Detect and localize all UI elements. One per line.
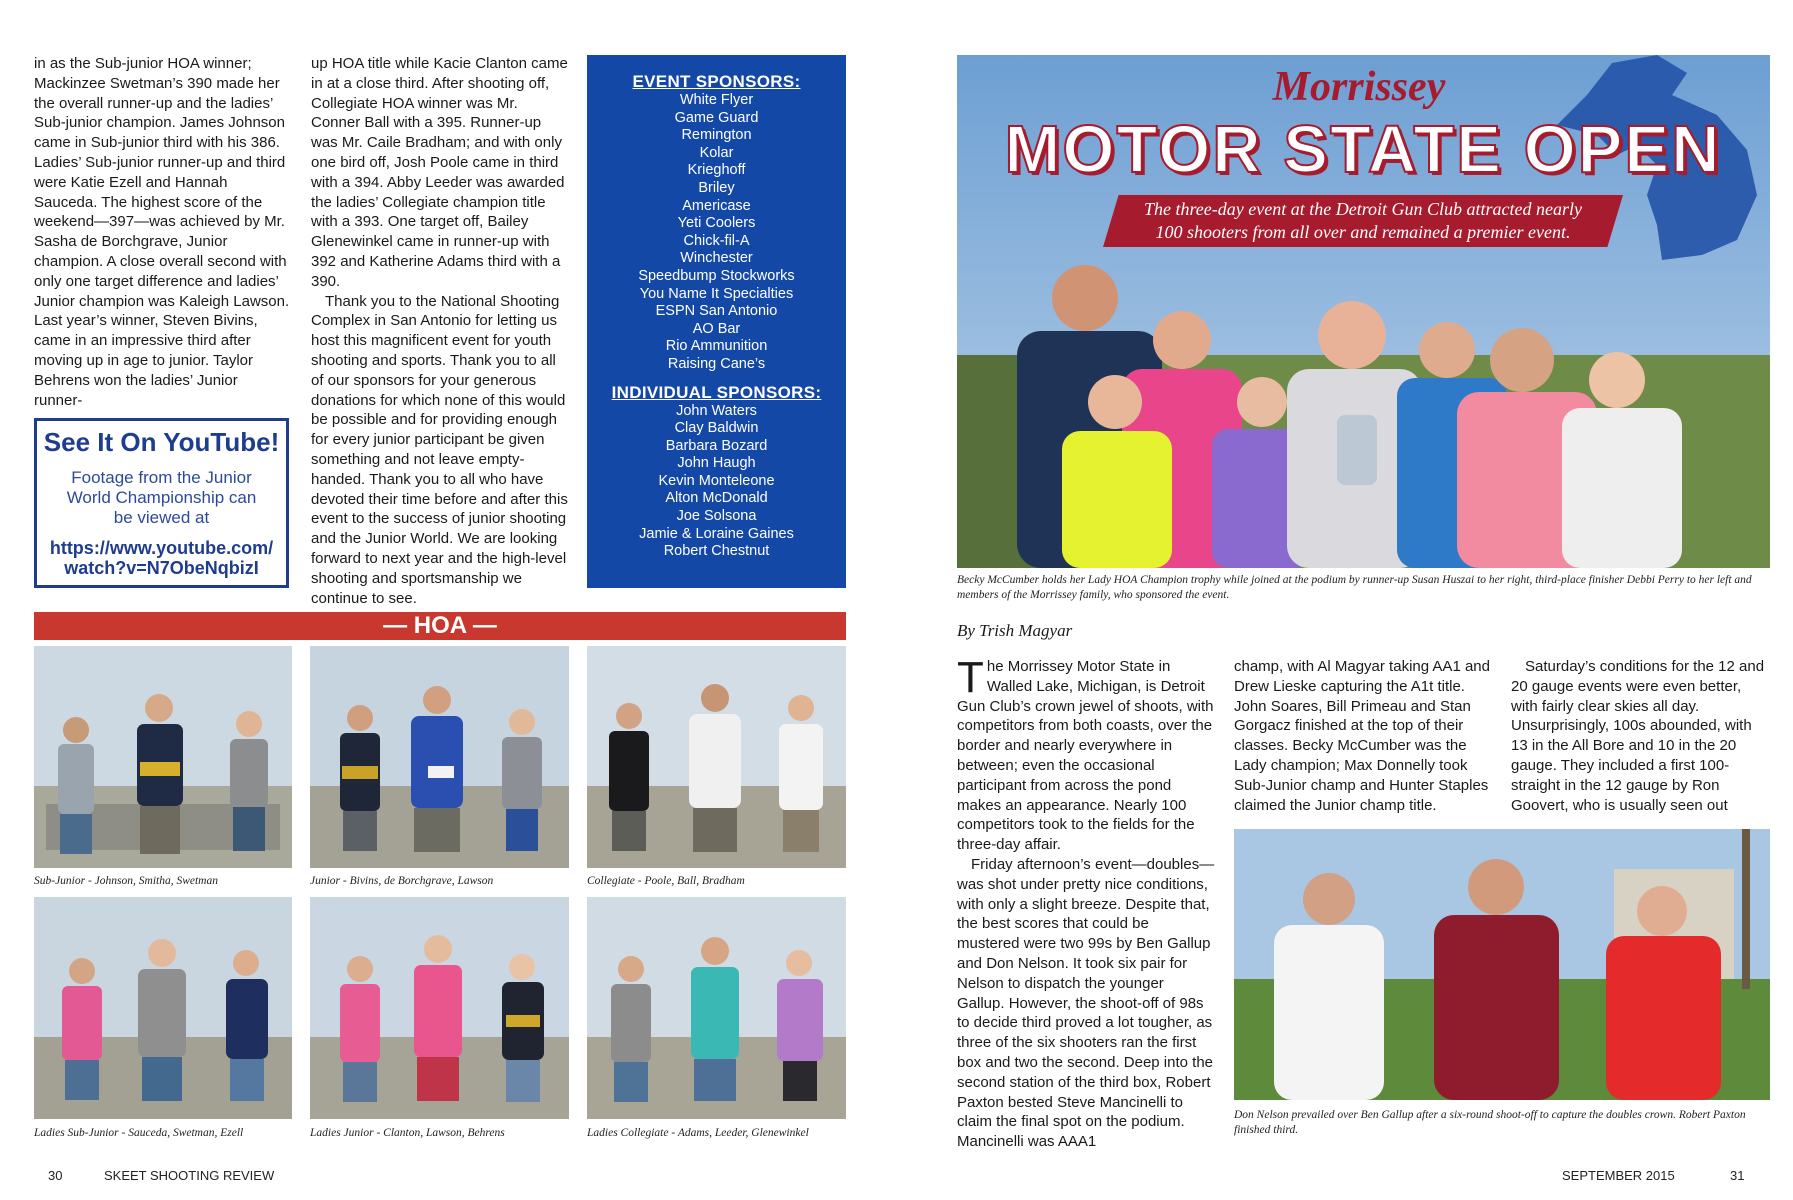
- sponsor-item: Alton McDonald: [665, 490, 768, 507]
- right-column-1: [957, 653, 1215, 1152]
- sponsor-item: Krieghoff: [687, 162, 746, 179]
- right-page-number: 31: [1730, 1168, 1745, 1183]
- right-column-2: [1234, 657, 1492, 815]
- right-col2-text: champ, with Al Magyar taking AA1 and Drew Lieske capturing the A1t title. John Soares, Bill Primeau and Stan Gorgacz finished at the top of their classes. Becky McCumber was the Lady champion; Max Donnelly took Sub-Junior champ and Hunter Staples claimed the Junior champ title.: [1234, 658, 1490, 814]
- sponsor-item: AO Bar: [692, 320, 741, 337]
- caption-ladies-sub-junior: Ladies Sub-Junior - Sauceda, Swetman, Ezell: [34, 1127, 244, 1139]
- left-publication-name: SKEET SHOOTING REVIEW: [104, 1168, 275, 1183]
- left-column-2: [311, 54, 571, 608]
- left-col2-para1: up HOA title while Kacie Clanton came in at a close third. After shooting off, Collegiate HOA winner was Mr. Conner Ball with a 395. Runner-up was Mr. Caile Bradham; and with only one bird off, Josh Poole came in third with a 394. Abby Leeder was awarded the ladies’ Collegiate champion title with a 393. One target off, Bailey Glenewinkel came in runner-up with 392 and Katherine Adams third with a 390.: [311, 55, 568, 290]
- youtube-title: See It On YouTube!: [43, 427, 280, 457]
- sponsor-item: Barbara Bozard: [665, 437, 768, 454]
- photo-junior: [310, 646, 569, 868]
- hoa-banner: — HOA —: [34, 612, 846, 640]
- photo-ladies-sub-junior-image: [34, 897, 292, 1119]
- hero-caption: Becky McCumber holds her Lady HOA Champion trophy while joined at the podium by runner-up Susan Huszai to her right, third-place finisher Debbi Perry to her left and members of the Morrissey family, who sponsored the event.: [957, 574, 1752, 601]
- youtube-box: [34, 418, 289, 588]
- photo-ladies-collegiate: [587, 897, 846, 1119]
- sponsor-item: Kevin Monteleone: [658, 472, 775, 489]
- sponsor-item: Rio Ammunition: [665, 338, 768, 355]
- sponsor-item: Chick-fil-A: [683, 232, 750, 249]
- hero-photo: [957, 55, 1770, 568]
- sponsor-item: Yeti Coolers: [677, 215, 756, 232]
- left-col2-para2: Thank you to the National Shooting Complex in San Antonio for letting us host this magnificent event for youth shooting and sports. Thank you to all of our sponsors for your generous donations for which none of this would be possible and for providing enough for every junior participant be given something and not leave empty-handed. Thank you to all who have devoted their time before and after this event to the success of junior shooting and the Junior World. We are looking forward to next year and the high-level shooting and sportsmanship we continue to see.: [311, 292, 568, 607]
- sponsor-item: Briley: [698, 179, 735, 196]
- photo-sub-junior-image: [34, 646, 292, 868]
- hero-title: MOTOR STATE OPEN: [1004, 112, 1722, 187]
- photo-junior-image: [310, 646, 569, 868]
- sponsors-box: [587, 55, 846, 588]
- right-col1-para1-text: he Morrissey Motor State in Walled Lake, Michigan, is Detroit Gun Club’s crown jewel of shoots, with competitors from both coasts, over the border and nearly everywhere in between; even the occasional participant from across the pond makes an appearance. Nearly 100 competitors took to the fields for the three-day affair.: [957, 658, 1214, 854]
- event-sponsors-list: [587, 92, 846, 374]
- sponsor-item: Winchester: [680, 250, 753, 267]
- doubles-photo: [1234, 829, 1770, 1100]
- right-col3-text: Saturday’s conditions for the 12 and 20 gauge events were even better, with fairly clear skies all day. Unsurprisingly, 100s abounded, with 13 in the All Bore and 10 in the 20 gauge. They included a first 100-straight in the 12 gauge by Ron Goovert, who is usually seen out: [1511, 658, 1765, 814]
- sponsor-item: Kolar: [699, 144, 734, 161]
- sponsor-item: Remington: [681, 127, 752, 144]
- photo-sub-junior: [34, 646, 292, 868]
- photo-ladies-collegiate-image: [587, 897, 846, 1119]
- left-page-number: 30: [48, 1168, 63, 1183]
- sponsor-item: ESPN San Antonio: [655, 303, 778, 320]
- caption-ladies-collegiate: Ladies Collegiate - Adams, Leeder, Glenewinkel: [587, 1127, 809, 1139]
- sponsor-item: Jamie & Loraine Gaines: [639, 525, 794, 542]
- sponsor-item: White Flyer: [679, 92, 754, 108]
- hero-brand: Morrissey: [1272, 64, 1446, 110]
- doubles-photo-caption: Don Nelson prevailed over Ben Gallup after a six-round shoot-off to capture the doubles crown. Robert Paxton finished third.: [1234, 1109, 1746, 1136]
- sponsor-item: Speedbump Stockworks: [638, 267, 795, 284]
- individual-sponsors-heading: INDIVIDUAL SPONSORS:: [611, 382, 822, 402]
- individual-sponsors-list: [587, 403, 846, 561]
- youtube-body: Footage from the Junior World Championship can be viewed at: [66, 468, 257, 527]
- youtube-link[interactable]: https://www.youtube.com/watch?v=N7ObeNqbizI: [49, 538, 274, 578]
- byline: By Trish Magyar: [957, 621, 1073, 640]
- drop-cap: T: [957, 653, 984, 702]
- photo-collegiate: [587, 646, 846, 868]
- sponsor-item: You Name It Specialties: [639, 285, 794, 302]
- photo-ladies-sub-junior: [34, 897, 292, 1119]
- event-sponsors-heading: EVENT SPONSORS:: [632, 72, 801, 91]
- hero-subtitle: [1103, 198, 1623, 244]
- doubles-photo-image: [1234, 829, 1770, 1100]
- left-column-1: [34, 54, 290, 410]
- sponsor-item: Joe Solsona: [676, 508, 757, 525]
- sponsor-item: Americase: [682, 197, 751, 214]
- caption-junior: Junior - Bivins, de Borchgrave, Lawson: [310, 875, 494, 887]
- sponsor-item: John Waters: [676, 402, 757, 419]
- right-col1-para1: [957, 653, 1215, 855]
- hero-subtitle-line2: 100 shooters from all over and remained a premier event.: [1155, 222, 1571, 242]
- photo-ladies-junior: [310, 897, 569, 1119]
- caption-collegiate: Collegiate - Poole, Ball, Bradham: [587, 875, 745, 887]
- photo-collegiate-image: [587, 646, 846, 868]
- right-col1-para2: Friday afternoon’s event—doubles—was shot under pretty nice conditions, with only a slight breeze. Despite that, the best scores that could be mustered were two 99s by Ben Gallup and Don Nelson. It took six pair for Nelson to dispatch the younger Gallup. However, the shoot-off of 98s to decide third proved a lot tougher, as three of the six shooters ran the first box and two the second. Deep into the second station of the third box, Robert Paxton bested Steve Mancinelli to claim the final spot on the podium. Mancinelli was AAA1: [957, 855, 1215, 1151]
- right-column-3: [1511, 657, 1770, 815]
- left-col1-text: in as the Sub-junior HOA winner; Mackinzee Swetman’s 390 made her the overall runner-up and the ladies’ Sub-junior champion. James Johnson came in Sub-junior third with his 386. Ladies’ Sub-junior runner-up and third were Katie Ezell and Hannah Sauceda. The highest score of the weekend—397—was achieved by Mr. Sasha de Borchgrave, Junior champion. A close overall second with only one target difference and ladies’ Junior champion was Kaleigh Lawson. Last year’s winner, Steven Bivins, came in an impressive third after moving up in age to junior. Taylor Behrens won the ladies’ Junior runner-: [34, 55, 290, 409]
- right-date: SEPTEMBER 2015: [1562, 1168, 1675, 1183]
- sponsor-item: John Haugh: [677, 455, 756, 472]
- caption-ladies-junior: Ladies Junior - Clanton, Lawson, Behrens: [310, 1127, 505, 1139]
- sponsor-item: Clay Baldwin: [674, 420, 759, 437]
- caption-sub-junior: Sub-Junior - Johnson, Smitha, Swetman: [34, 875, 218, 887]
- hero-subtitle-line1: The three-day event at the Detroit Gun Club attracted nearly: [1143, 199, 1583, 219]
- photo-ladies-junior-image: [310, 897, 569, 1119]
- sponsor-item: Robert Chestnut: [663, 543, 770, 560]
- sponsor-item: Game Guard: [674, 109, 759, 126]
- sponsor-item: Raising Cane’s: [667, 355, 766, 372]
